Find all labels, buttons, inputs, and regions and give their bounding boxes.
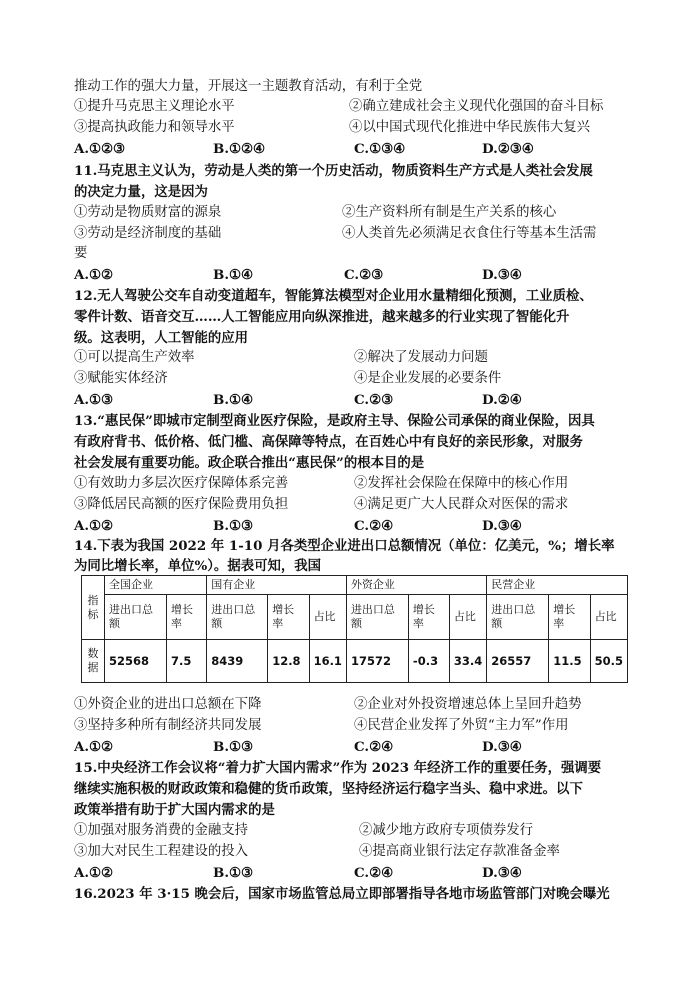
table-data-row xyxy=(82,640,628,683)
q15-option-3: ③加大对民生工程建设的投入 xyxy=(74,844,249,859)
q15-choice-b: B.①③ xyxy=(213,865,253,881)
q11-choice-d: D.③④ xyxy=(482,267,522,283)
q13-choice-d: D.③④ xyxy=(482,518,522,534)
q11-option-3: ③劳动是经济制度的基础 xyxy=(74,226,222,241)
q12-stem-line1: 12.无人驾驶公交车自动变道超车，智能算法模型对企业用水量精细化预测，工业质检、 xyxy=(74,288,593,304)
q15-stem-line1: 15.中央经济工作会议将“着力扩大国内需求”作为 2023 年经济工作的重要任务，强调要 xyxy=(74,760,602,776)
q12-option-2: ②解决了发展动力问题 xyxy=(354,350,488,365)
sub-growth: 增长率 xyxy=(268,595,309,640)
group-private: 民营企业 xyxy=(487,576,628,595)
q15-option-4: ④提高商业银行法定存款准备金率 xyxy=(359,844,560,859)
q14-option-2: ②企业对外投资增速总体上呈回升趋势 xyxy=(354,697,582,712)
q13-choice-b: B.①③ xyxy=(213,518,253,534)
q12-option-4: ④是企业发展的必要条件 xyxy=(354,371,502,386)
sub-total: 进出口总额 xyxy=(487,595,549,640)
national-growth: 7.5 xyxy=(166,640,206,683)
table-header-row xyxy=(82,576,628,595)
q14-choice-d: D.③④ xyxy=(482,739,522,755)
q11-choice-b: B.①④ xyxy=(213,267,253,283)
q13-stem-line1: 13.“惠民保”即城市定制型商业医疗保险，是政府主导、保险公司承保的商业保险，因具 xyxy=(74,413,595,429)
q13-option-2: ②发挥社会保险在保障中的核心作用 xyxy=(354,476,569,491)
q11-stem-line1: 11.马克思主义认为，劳动是人类的第一个历史活动，物质资料生产方式是人类社会发展 xyxy=(74,163,593,179)
q13-choice-a: A.①② xyxy=(74,518,114,534)
q10-choice-b: B.①②④ xyxy=(213,141,265,157)
sub-total: 进出口总额 xyxy=(105,595,167,640)
q10-stem-continued: 推动工作的强大力量，开展这一主题教育活动，有利于全党 xyxy=(74,79,423,94)
state-total: 8439 xyxy=(207,640,268,683)
q12-choice-d: D.②④ xyxy=(482,392,522,408)
sub-growth: 增长率 xyxy=(166,595,206,640)
sub-share: 占比 xyxy=(449,595,486,640)
q12-stem-line2: 零件计数、语音交互……人工智能应用向纵深推进，越来越多的行业实现了智能化升 xyxy=(74,309,570,325)
q12-option-1: ①可以提高生产效率 xyxy=(74,350,195,365)
q16-stem-line1: 16.2023 年 3·15 晚会后，国家市场监管总局立即部署指导各地市场监管部门对晚会曝光 xyxy=(74,886,610,902)
q10-option-3: ③提高执政能力和领导水平 xyxy=(74,120,235,135)
q13-choice-c: C.②④ xyxy=(354,518,394,534)
table-subheader-row xyxy=(82,595,628,640)
q15-option-2: ②减少地方政府专项债券发行 xyxy=(359,823,534,838)
q15-stem-line2: 继续实施积极的财政政策和稳健的货币政策，坚持经济运行稳字当头、稳中求进。以下 xyxy=(74,781,583,797)
q13-stem-line2: 有政府背书、低价格、低门槛、高保障等特点，在百姓心中有良好的亲民形象，对服务 xyxy=(74,434,583,450)
private-growth: 11.5 xyxy=(549,640,590,683)
data-label-cell: 数据 xyxy=(82,640,105,683)
sub-share: 占比 xyxy=(309,595,346,640)
q15-choice-d: D.③④ xyxy=(482,865,522,881)
q12-stem-line3: 级。这表明，人工智能的应用 xyxy=(74,330,249,346)
group-foreign: 外资企业 xyxy=(346,576,486,595)
q12-choice-b: B.①④ xyxy=(213,392,253,408)
q13-stem-line3: 社会发展有重要功能。政企联合推出“惠民保”的根本目的是 xyxy=(74,455,425,471)
q12-choice-c: C.②③ xyxy=(354,392,394,408)
q11-choice-a: A.①② xyxy=(74,267,114,283)
state-growth: 12.8 xyxy=(268,640,309,683)
foreign-growth: -0.3 xyxy=(408,640,449,683)
row-header-cell: 指标 xyxy=(82,576,105,640)
q11-stem-line2: 的决定力量，这是因为 xyxy=(74,184,208,200)
private-share: 50.5 xyxy=(590,640,627,683)
q14-choice-a: A.①② xyxy=(74,739,114,755)
sub-total: 进出口总额 xyxy=(346,595,408,640)
q10-option-4: ④以中国式现代化推进中华民族伟大复兴 xyxy=(349,120,591,135)
q14-option-1: ①外资企业的进出口总额在下降 xyxy=(74,697,262,712)
sub-growth: 增长率 xyxy=(408,595,449,640)
state-share: 16.1 xyxy=(309,640,346,683)
q10-option-1: ①提升马克思主义理论水平 xyxy=(74,99,235,114)
q10-option-2: ②确立建成社会主义现代化强国的奋斗目标 xyxy=(349,99,604,114)
group-state: 国有企业 xyxy=(207,576,347,595)
group-national: 全国企业 xyxy=(105,576,207,595)
q15-option-1: ①加强对服务消费的金融支持 xyxy=(74,823,249,838)
q11-choice-c: C.②③ xyxy=(344,267,384,283)
q10-choice-d: D.②③④ xyxy=(482,141,534,157)
q15-stem-line3: 政策举措有助于扩大国内需求的是 xyxy=(74,802,275,818)
q13-option-4: ④满足更广大人民群众对医保的需求 xyxy=(354,497,569,512)
q14-stem-line2: 为同比增长率，单位%）。据表可知，我国 xyxy=(74,558,322,574)
q15-choice-a: A.①② xyxy=(74,865,114,881)
q12-option-3: ③赋能实体经济 xyxy=(74,371,168,386)
q11-option-4-wrap: 要 xyxy=(74,246,88,261)
q11-option-2: ②生产资料所有制是生产关系的核心 xyxy=(342,205,557,220)
q11-option-1: ①劳动是物质财富的源泉 xyxy=(74,205,222,220)
q13-option-1: ①有效助力多层次医疗保障体系完善 xyxy=(74,476,289,491)
q12-choice-a: A.①③ xyxy=(74,392,114,408)
private-total: 26557 xyxy=(487,640,549,683)
national-total: 52568 xyxy=(105,640,167,683)
q14-stem-line1: 14.下表为我国 2022 年 1-10 月各类型企业进出口总额情况（单位：亿美元，%；增长率 xyxy=(74,538,615,554)
q14-option-3: ③坚持多种所有制经济共同发展 xyxy=(74,718,262,733)
sub-growth: 增长率 xyxy=(549,595,590,640)
foreign-share: 33.4 xyxy=(449,640,486,683)
q11-option-4: ④人类首先必须满足衣食住行等基本生活需 xyxy=(342,226,597,241)
foreign-total: 17572 xyxy=(346,640,408,683)
q15-choice-c: C.②④ xyxy=(354,865,394,881)
trade-data-table xyxy=(81,575,628,683)
q13-option-3: ③降低居民高额的医疗保险费用负担 xyxy=(74,497,289,512)
sub-total: 进出口总额 xyxy=(207,595,268,640)
q10-choice-c: C.①③④ xyxy=(354,141,406,157)
sub-share: 占比 xyxy=(590,595,627,640)
q14-choice-c: C.②④ xyxy=(354,739,394,755)
q10-choice-a: A.①②③ xyxy=(74,141,126,157)
q14-choice-b: B.①③ xyxy=(213,739,253,755)
q14-option-4: ④民营企业发挥了外贸“主力军”作用 xyxy=(354,718,569,733)
